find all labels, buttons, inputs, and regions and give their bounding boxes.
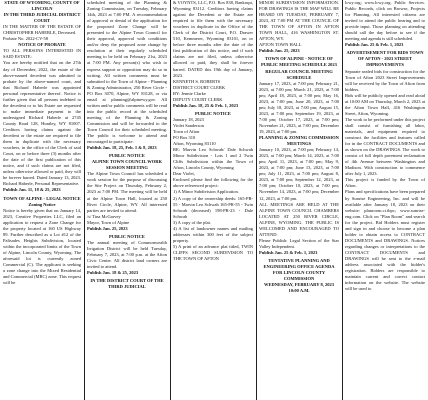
notice-text: Enclosed please find the following for the above referenced project: [173, 177, 253, 189]
publish-dates: Publish Jan. 25, 2023 [87, 225, 128, 231]
notice-text: PO Box 310 [173, 135, 196, 141]
column-1 [3, 0, 81, 400]
notice-text: Mayor, Town of Alpine [87, 219, 130, 225]
notice-text: ALL MEETINGS ARE HELD AT THE ALPINE TOWN COUNCIL CHAMBERS LOCATED AT 250 RIVER CIRCLE, ALPINE, WYOMING. THE PUBLIC IS WELCOMED AND ENCOURAGED TO ATTEND. [259, 201, 339, 237]
notice-text: January 18, 2023 [173, 116, 204, 122]
notice-text: The annual meeting of Commonwealth Irrigation District will be held Tuesday, February 7, 2023, at 7:00 p.m. at the Afton Civic Center. All district land owners are invited to attend. [87, 239, 167, 270]
notice-text: Probate No. 2022-CV-58 [3, 36, 48, 42]
notice-text: 3) A copy of the plat. [173, 219, 211, 225]
notice-text: Plans and specifications have been prepared by Sunrise Engineering, Inc. and will be available after January 18, 2023 on their website: planroom.ci.tbpc; www.sunrise-eng.com. Click on "Plan Room" and search for the project. Bid Holders must register and sign in and choose to become a plan holder to obtain access to CONTRACT DOCUMENTS and DRAWINGS. Notices regarding changes or interpretations to the CONTRACT DOCUMENTS and DRAWINGS will be sent to the e-mail address associated with the bidder's registration. Bidders are responsible to maintain current and correct contact information on the website. The website will be used to [345, 189, 425, 292]
notice-text: 2) A copy of the ownership deeds: 165-PR-55 - Marvin Leo Schwab 165-PR-55 - Twin Schwab (deceased) 198-PR-23 - Dale Schwab [173, 195, 253, 219]
publish-dates: Publish Jan. 18, 25, Feb. 1 & 8, 2023 [87, 145, 157, 151]
publish-dates: Publish Jan. 25 & Feb. 1, 2023 [345, 42, 404, 48]
publish-dates: Publish Jan. 25 & Feb. 1, 2023 [259, 249, 318, 255]
notice-heading: PUBLIC NOTICE [109, 153, 145, 159]
notice-heading: 10:00 A.M. [288, 288, 310, 294]
notice-heading: NOTICE OF PROBATE [18, 42, 66, 48]
notice-text: DEPUTY COURT CLERK [173, 96, 223, 102]
publish-dates: Publish Jan. 18 & 25, 2023 [87, 270, 139, 276]
notice-text: 1) A Minor Subdivision Application. [173, 189, 239, 195]
notice-text: & VOYNTS, LLC, P.O. Box 838, Bankrupt, Wyoming 83112. Creditors having claims against the Decedent or the Estate are required to file them with the necessary vouchers in duplicate in the Office of the Clerk of the District Court, P.O. Drawer 510, Kemmerer, Wyoming 83101, on or before three months after the date of the first publication of this notice, and if such claims are not filed, unless otherwise allowed or paid, they shall be forever barred. DATED this 19th day of January, 2023. [173, 0, 253, 78]
notice-heading: TENTATIVE PLANNING AND ENGINEERING OFFICE AGENDA FOR LINCOLN COUNTY COMMISSION [263, 257, 335, 282]
notice-text: You are hereby notified that on the 27th day of December, 2022, the estate of the above-named decedent was admitted to probate by the above-named court, and that Richard Haberle was appointed personal representative thereof. Notice is further given that all persons indebted to the decedent or to his Estate are requested to make immediate payment to the undersigned Richard Haberle at 2745 County Road 128, Huntley, WY 81007. Creditors having claims against the decedent or the estate are required to file them in duplicate with the necessary vouchers, in the office of the Clerk of said Court, on or before three (3) months after the date of the first publication of this notice, and if such claims are not filed, unless otherwise allowed or paid, they will be forever barred. Dated January 13, 2023. Richard Haberle, Personal Representative. [3, 60, 81, 187]
column-5 [345, 0, 425, 400]
notice-text: Dear Violet, [173, 171, 195, 177]
notice-text: TO ALL PERSONS INTERESTED IN SAID ESTATE: [3, 48, 81, 60]
notice-heading: TOWN OF ALPINE - NOTICE OF PUBLIC MEETING SCHEDULE 2023 [261, 56, 337, 68]
notice-text: lcwy.org; www.lcwy.org. Public Services. Public Records, click on Browse, Projects for Planning. All interested citizens are invited to attend the public hearing and to provide input. Those planning on attending should call the day before to see if the meeting and agenda is still scheduled. [345, 0, 425, 42]
notice-text: 4) A list of landowner names and mailing addresses within 300 feet of the subject property. [173, 225, 253, 243]
notice-heading: STATE OF WYOMING, COUNTY OF LINCOLN [4, 0, 80, 12]
notice-text: Town of Afton [173, 128, 200, 134]
notice-heading: PUBLIC NOTICE [109, 233, 145, 239]
notice-text: The work to be performed under this project shall consist of furnishing all labor, materials, and equipment required to construct the facilities and features called for in the CONTRACT DOCUMENTS and as shown on the DRAWINGS. The work to consist of full depth pavement reclamation of 4th Avenue between Washington and Madison. With construction to commence after July 1, 2023. [345, 116, 425, 177]
notice-text: Bids will be publicly opened and read aloud at 10:00 AM on Thursday, March 2, 2023 at the Afton Town Hall, 416 Washington Street, Afton, Wyoming. [345, 92, 425, 116]
notice-text: AFTON TOWN HALL [259, 42, 302, 48]
column-rule [256, 0, 257, 400]
notice-text: Please Publish: Legal Section of the Star Valley Independent. [259, 237, 339, 249]
notice-text: 5) A print of an advance plat titled, TWIN CLIFFS SECOND SUBDIVISION TO THE TOWN OF AFTON [173, 243, 253, 261]
column-2 [87, 0, 167, 400]
notice-heading: PUBLIC NOTICE [195, 110, 231, 116]
column-3 [173, 0, 253, 400]
notice-heading: TOWN OF ALPINE - LEGAL NOTICE [3, 195, 81, 201]
notice-heading: Zoning Notice [28, 201, 56, 207]
notice-text: The Alpine Town Council has scheduled a work session for the purpose of discussing the Site Project on Thursday, February 2, 2023 at 7:00 PM. The meeting will be held at the Alpine Town Hall, located at 250 River Circle, Alpine, WY. All interested parties are invited to attend. [87, 171, 167, 213]
notice-heading: IN THE DISTRICT COURT OF THE THIRD JUDICIAL [90, 278, 164, 290]
notice-text: Separate sealed bids for construction for the Town of Afton 2023 Street Improvements will be received by the Town of Afton from bidders. [345, 68, 425, 92]
notice-text: BY: Jennie Clarke [173, 90, 206, 96]
notice-text: DISTRICT COURT CLERK [173, 84, 226, 90]
notice-text: IN THE MATTER OF THE ESTATE OF CHRISTOPHER HABERLE, Deceased. [3, 24, 81, 36]
notice-text: January 17, 2023, at 7:00 pm; February 21, 2023, at 7:00 pm; March 21, 2023, at 7:00 pm; April 18, 2023, at 7:00 pm; May 16, 2023, at 7:00 pm; June 20, 2023, at 7:00 pm; July 18, 2023, at 7:00 pm; August 15, 2023, at 7:00 pm; September 19, 2023, at 7:00 pm; October 17, 2023, at 7:00 pm; November 21, 2023, at 7:00 pm; December 19, 2023, at 7:00 pm. [259, 80, 339, 134]
notice-text: This project is funded by the Town of Afton. [345, 177, 425, 189]
notice-heading: PLANNING & ZONING COMMISSION MEETINGS [259, 135, 339, 147]
notice-text: MINOR SUBDIVISION INFORMATION. FOR DRAWINGS IS THE MAP WILL BE HEARD ON TUESDAY, FEBRUARY 7, 2023, AT 7:00 PM AT THE COUNCIL OF THE TOWN OF AFTON IN AFTON TOWN HALL, 416 WASHINGTON ST. AFTON, WY. [259, 0, 339, 42]
notice-text: Notice is hereby given that on January 14, 2023, Creative Properties LLC, filed an application to request a Zone Change for the property located at 160 US Highway 89. Further described as a Lot #12 of the Palisades Heights Subdivision, located within the incorporated limits of the Town of Alpine, Lincoln County, Wyoming. The aforesaid lot is currently zoned Commercial (C). The applicant is seeking a zone change into the Mixed Residential and Commercial (MRC) zone. This request will be [3, 207, 81, 286]
notice-text: KENNETH S. ROBERTS [173, 78, 221, 84]
notice-text: January 10, 2023, at 7:00 pm; February 14, 2023, at 7:00 pm; March 14, 2023, at 7:00 pm; April 11, 2023, at 7:00 pm; May 9, 2023, at 7:00 pm; June 13, 2023, at 7:00 pm; July 11, 2023, at 7:00 pm; August 8, 2023, at 7:00 pm; September 12, 2023, at 7:00 pm; October 10, 2023, at 7:00 pm; November 14, 2023, at 7:00 pm; December 12, 2023, at 7:00 pm. [259, 147, 339, 201]
notice-text: Afton, Wyoming 83110 [173, 141, 216, 147]
notice-heading: ALPINE TOWN COUNCIL WORK SESSION MEETING [91, 159, 163, 171]
publish-dates: Publish Jan. 18, 25 & Feb. 1, 2023 [173, 102, 239, 108]
column-rule [170, 0, 171, 400]
notice-heading: ADVERTISEMENT FOR BIDS TOWN OF AFTON - 2023 STREET IMPROVEMENTS [346, 50, 424, 68]
notice-text: scheduled meeting of the Planning & Zoning Commission, on Tuesday, February 14th, 2023 at 7:00 PM. A recommendation of approval or denial of the application for the proposed Zone Change will be presented to the Alpine Town Council for their approval, approval with conditions and/or deny the proposed zone change by resolution at their regularly scheduled meeting to be held on February 21st, 2023 at 7:00 PM. Any person(s) who wish to express support or opposition may do so in writing. All written comments must be submitted to the Town of Alpine - Planning & Zoning Administrator, 250 River Circle - PO Box 3070, Alpine, WY 83128, or via email at planning@alpinewy.gov. All written and/or public comments will be read into the public record at the scheduled meeting of the Planning & Zoning Commission and will be forwarded to the Town Council for their scheduled meeting. The public is welcome to attend and encouraged to participate. [87, 0, 167, 145]
column-rule [84, 0, 85, 400]
publish-dates: Publish Jan. 25, 2023 [259, 48, 300, 54]
column-rule [342, 0, 343, 400]
column-4 [259, 0, 339, 400]
notice-text: /s/ Tina McGarvey [87, 213, 121, 219]
notice-heading: IN THE THIRD JUDICIAL DISTRICT COURT [3, 12, 81, 24]
notice-heading: REGULAR COUNCIL MEETING SCHEDULE [265, 68, 333, 80]
notice-text: Violet Sanderson [173, 122, 204, 128]
publish-dates: Publish Jan. 11, 18 & 25, 2023 [3, 187, 61, 193]
notice-heading: WEDNESDAY, FEBRUARY 8, 2023 [264, 282, 334, 288]
notice-text: RE: Marvin Leo Schwab/ Dale Schwab Minor Subdivision - Lots 1 and 2 Twin Cliffs Subdivision within the Town of Afton, Lincoln County, Wyoming [173, 147, 253, 171]
